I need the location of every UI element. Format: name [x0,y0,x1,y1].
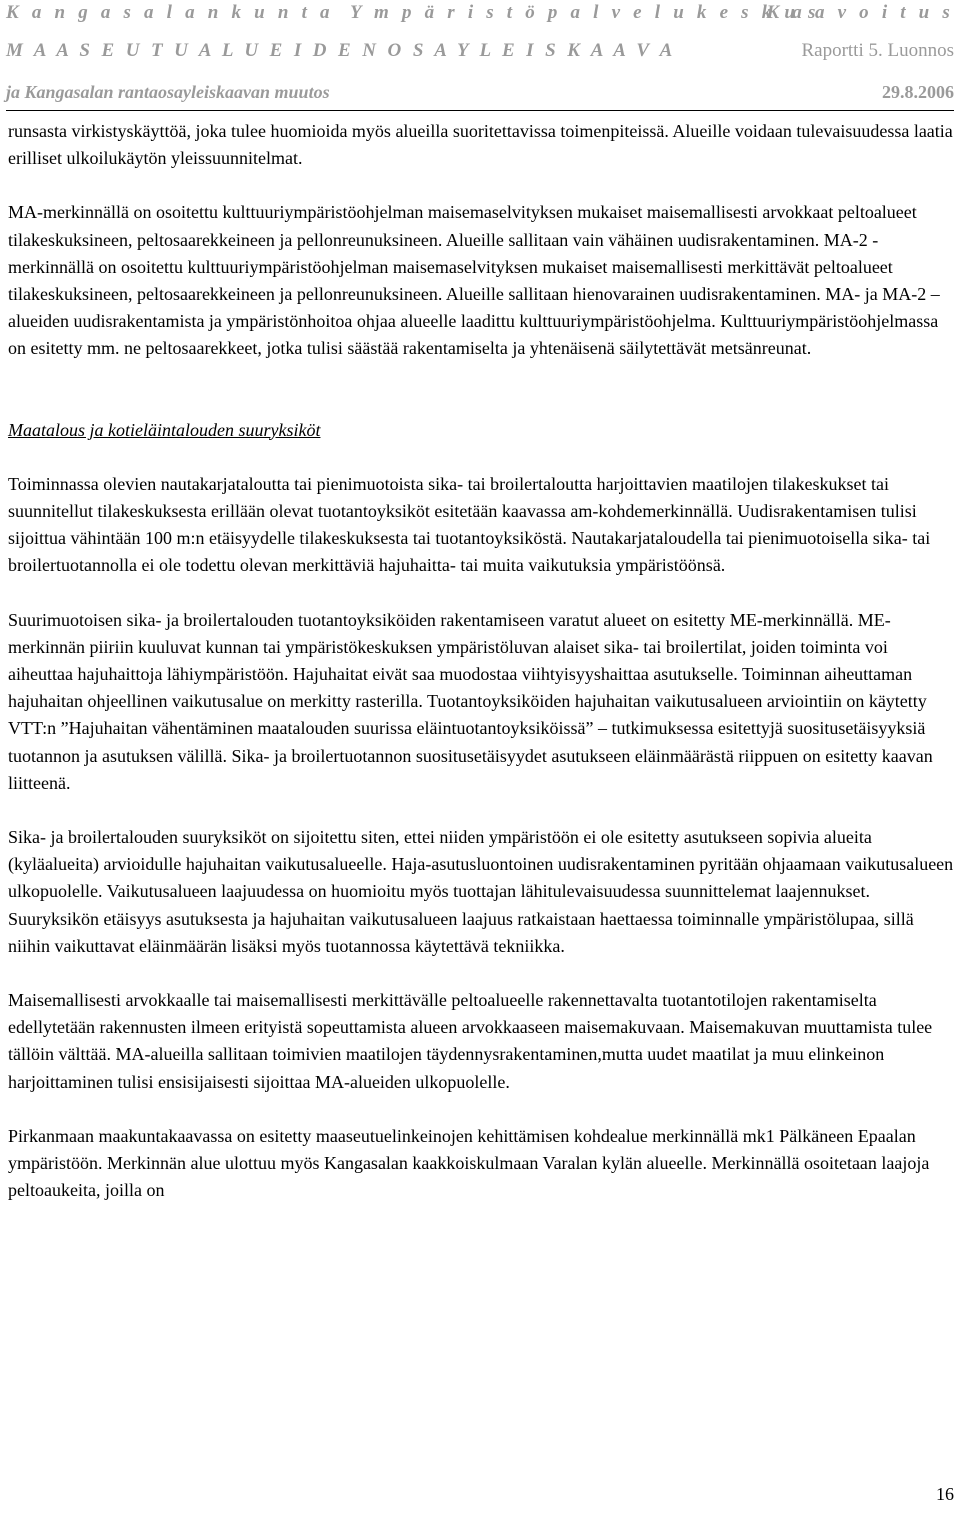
paragraph-6: Maisemallisesti arvokkaalle tai maisemallisesti merkittävälle peltoalueelle rakennettavalta tuotantotilojen rakentamiselta edellytetään rakennusten ilmeen erityistä sopeuttamista alueen arvokkaaseen maisemakuvaan. Maisemakuvan muuttamista tulee tällöin välttää. MA-alueilla sallitaan toimivien maatilojen täydennysrakentaminen,mutta uudet maatilat ja muu elinkeinon harjoittaminen tulisi ensisijaisesti sijoittaa MA-alueiden ulkopuolelle. [8,990,933,1092]
paragraph-5: Sika- ja broilertalouden suuryksiköt on sijoitettu siten, ettei niiden ympäristöön ei ole esitetty asutukseen sopivia alueita (kyläalueita) arvioidulle hajuhaitan vaikutusalueelle. Haja-asutusluontoinen uudisrakentaminen pyritään ohjaamaan vaikutusalueen ulkopuolelle. Vaikutusalueen laajuudessa on huomioitu myös tuottajan lähitulevaisuudessa suunnittelemat laajennukset. Suuryksikön etäisyys asutuksesta ja hajuhaitan vaikutusalueen laajuus ratkaistaan haettaessa toiminnalle ympäristölupaa, sillä niihin vaikuttavat eläinmäärän lisäksi myös tuotannossa käytettävä tekniikka. [8,827,954,956]
header-doc-title: M A A S E U T U A L U E I D E N O S A Y L E I S K A A V A [6,40,676,61]
page-number: 16 [936,1484,954,1504]
paragraph-7: Pirkanmaan maakuntakaavassa on esitetty maaseutuelinkeinojen kehittämisen kohdealue merkinnällä mk1 Pälkäneen Epaalan ympäristöön. Merkinnän alue ulottuu myös Kangasalan kaakkoiskulmaan Varalan kylän alueelle. Merkinnällä osoitetaan laajoja peltoaukeita, joilla on [8,1125,930,1201]
paragraph-4: Suurimuotoisen sika- ja broilertalouden tuotantoyksiköiden rakentamiseen varatut alueet on esitetty ME-merkinnällä. ME-merkinnän piiriin kuuluvat kunnan tai ympäristökeskuksen ympäristöluvan alaiset sika- tai broilertilat, joiden toiminta voi aiheuttaa hajuhaittoja lähiympäristöön. Hajuhaitat eivät saa muodostaa viihtyisyyshaittaa asutukselle. Toiminnan aiheuttaman hajuhaitan ohjeellinen vaikutusalue on merkitty rasterilla. Tuotantoyksiköiden hajuhaitan vaikutusalueen arviointiin on käytetty VTT:n ”Hajuhaitan vähentäminen maatalouden suurissa eläintuotantoyksiköissä” – tutkimuksessa esitettyjä suositusetäisyyksiä tuotannon ja asutuksen välillä. Sika- ja broilertuotannon suositusetäisyydet asutukseen eläinmäärästä riippuen on esitetty kaavan liitteenä. [8,609,933,793]
header-report: Raportti 5. Luonnos [801,40,954,61]
header-center: Y m p ä r i s t ö p a l v e l u k e s k u s [350,2,820,23]
header-divider [6,110,954,111]
header-row-2 [6,40,954,66]
header-date: 29.8.2006 [882,82,954,102]
document-body [8,118,954,1205]
spacer [8,390,954,417]
header-row-3 [6,82,954,108]
paragraph-1: runsasta virkistyskäyttöä, joka tulee huomioida myös alueilla suoritettavissa toimenpiteissä. Alueille voidaan tulevaisuudessa laatia erilliset ulkoilukäytön yleissuunnitelmat. [8,121,953,169]
paragraph-2: MA-merkinnällä on osoitettu kulttuuriympäristöohjelman maisemaselvityksen mukaiset maisemallisesti arvokkaat peltoalueet tilakeskuksineen, peltosaarekkeineen ja pellonreunuksineen. Alueille sallitaan vain vähäinen uudisrakentaminen. MA-2 -merkinnällä on osoitettu kulttuuriympäristöohjelman maisemaselvityksen mukaiset maisemallisesti merkittävät peltoalueet tilakeskuksineen, peltosaarekkeineen ja pellonreunuksineen. Alueille sallitaan hienovarainen uudisrakentaminen. MA- ja MA-2 –alueiden uudisrakentamista ja ympäristönhoitoa ohjaa alueelle laadittu kulttuuriympäristöohjelma. Kulttuuriympäristöohjelmassa on esitetty mm. ne peltosaarekkeet, jotka tulisi säästää rakentamiselta ja yhtenäisenä säilytettävät metsänreunat. [8,202,940,359]
header-dept: K a a v o i t u s [766,2,954,23]
section-heading: Maatalous ja kotieläintalouden suuryksiköt [8,419,321,440]
header-org: K a n g a s a l a n k u n t a [6,2,334,23]
paragraph-3: Toiminnassa olevien nautakarjataloutta tai pienimuotoista sika- tai broilertaloutta harjoittavien maatilojen tilakeskukset tai suunnitellut tilakeskuksesta erillään olevat tuotantoyksiköt esitetään kaavassa am-kohdemerkinnällä. Uudisrakentamisen tulisi sijoittua vähintään 100 m:n etäisyydelle tilakeskuksesta tai tuotantoyksiköstä. Nautakarjataloudella tai pienimuotoisella sika- tai broilertuotannolla ei ole todettu olevan merkittäviä hajuhaitta- tai muita vaikutuksia ympäristöönsä. [8,473,931,576]
header-subtitle: ja Kangasalan rantaosayleiskaavan muutos [6,82,330,102]
header-row-1 [6,2,954,28]
